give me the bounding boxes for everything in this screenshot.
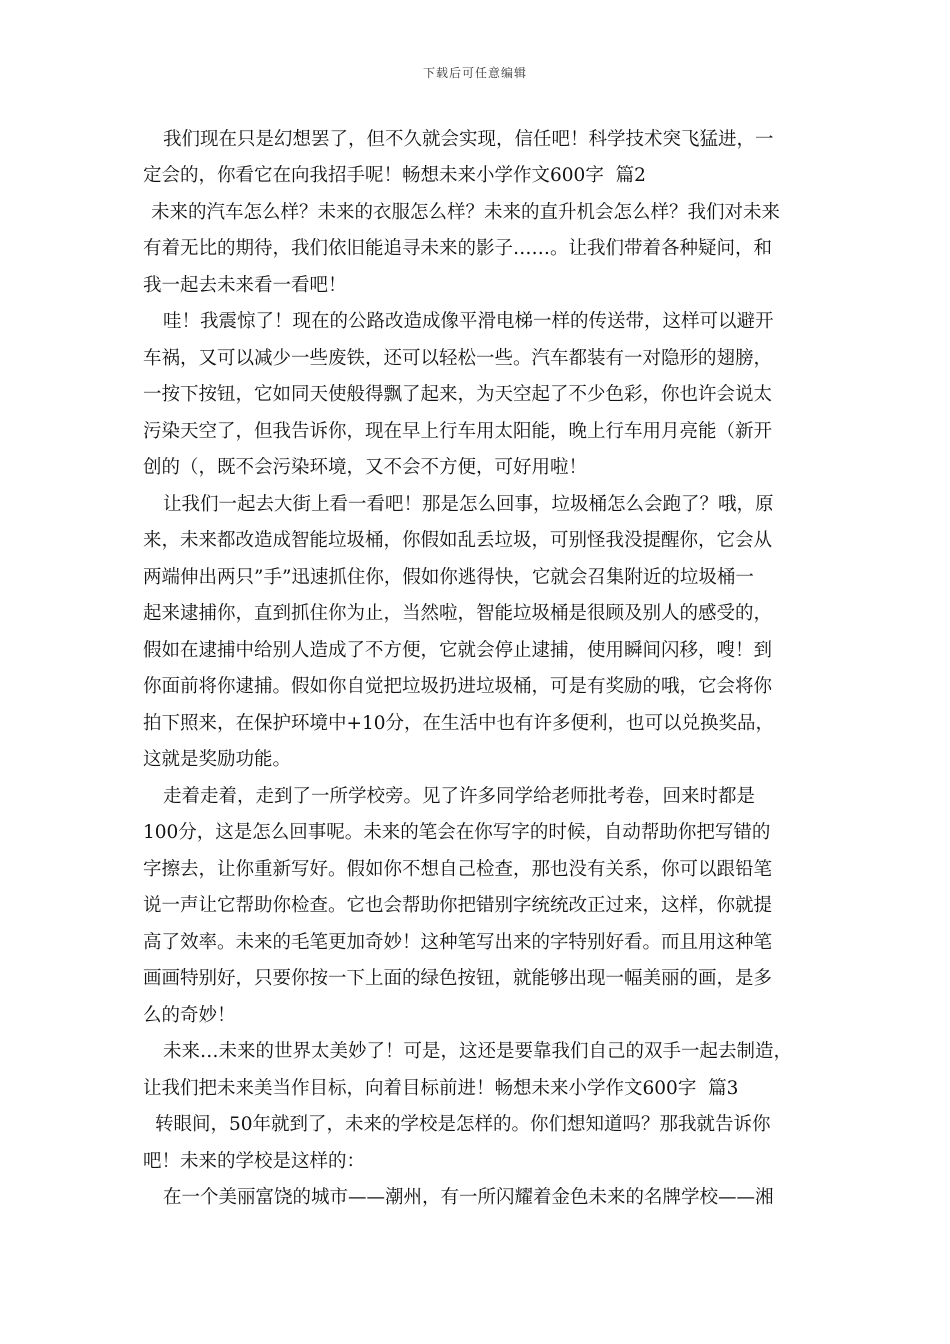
text-line: 污染天空了，但我告诉你，现在早上行车用太阳能，晚上行车用月亮能（新开 [143,421,773,442]
text-line: 哇！我震惊了！现在的公路改造成像平滑电梯一样的传送带，这样可以避开 [163,311,774,332]
text-line: 有着无比的期待，我们依旧能追寻未来的影子……。让我们带着各种疑问，和 [143,238,773,259]
text-line: 高了效率。未来的毛笔更加奇妙！这种笔写出来的字特别好看。而且用这种笔 [143,932,773,953]
text-line: 拍下照来，在保护环境中+10分，在生活中也有许多便利，也可以兑换奖品， [143,713,775,734]
text-line: 在一个美丽富饶的城市——潮州，有一所闪耀着金色未来的名牌学校——湘 [163,1187,774,1208]
page-header: 下载后可任意编辑 [422,66,527,80]
text-line: 来，未来都改造成智能垃圾桶，你假如乱丢垃圾，可别怪我没提醒你，它会从 [143,530,773,551]
text-line: 车祸，又可以减少一些废铁，还可以轻松一些。汽车都装有一对隐形的翅膀， [143,348,773,369]
text-line: 创的（，既不会污染环境，又不会不方便，可好用啦！ [143,457,588,478]
text-line: 吧！未来的学校是这样的： [143,1151,366,1172]
text-line: 让我们一起去大街上看一看吧！那是怎么回事，垃圾桶怎么会跑了？哦，原 [163,494,774,515]
text-line: 定会的，你看它在向我招手呢！畅想未来小学作文600字 篇2 [143,165,646,186]
text-line: 转眼间，50年就到了，未来的学校是怎样的。你们想知道吗？那我就告诉你 [155,1114,771,1135]
text-line: 走着走着，走到了一所学校旁。见了许多同学给老师批考卷，回来时都是 [163,786,756,807]
text-line: 我一起去未来看一看吧！ [143,275,347,296]
text-line: 未来的汽车怎么样？未来的衣服怎么样？未来的直升机会怎么样？我们对未来 [151,202,781,223]
text-line: 100分，这是怎么回事呢。未来的笔会在你写字的时候，自动帮助你把写错的 [143,822,771,843]
text-line: 说一声让它帮助你检查。它也会帮助你把错别字统统改正过来，这样，你就提 [143,895,773,916]
text-line: 画画特别好，只要你按一下上面的绿色按钮，就能够出现一幅美丽的画，是多 [143,968,773,989]
text-line: 你面前将你逮捕。假如你自觉把垃圾扔进垃圾桶，可是有奖励的哦，它会将你 [143,676,773,697]
text-line: 未来…未来的世界太美妙了！可是，这还是要靠我们自己的双手一起去制造， [163,1041,793,1062]
text-line: 起来逮捕你，直到抓住你为止，当然啦，智能垃圾桶是很顾及别人的感受的， [143,603,773,624]
text-line: 字擦去，让你重新写好。假如你不想自己检查，那也没有关系，你可以跟铅笔 [143,859,773,880]
text-line: 让我们把未来美当作目标，向着目标前进！畅想未来小学作文600字 篇3 [143,1078,739,1099]
text-line: 假如在逮捕中给别人造成了不方便，它就会停止逮捕，使用瞬间闪移，嗖！到 [143,640,773,661]
text-line: 这就是奖励功能。 [143,749,292,770]
text-line: 一按下按钮，它如同天使般得飘了起来，为天空起了不少色彩，你也许会说太 [143,384,773,405]
text-line: 两端伸出两只”手”迅速抓住你，假如你逃得快，它就会召集附近的垃圾桶一 [143,567,754,588]
text-line: 我们现在只是幻想罢了，但不久就会实现，信任吧！科学技术突飞猛进，一 [163,129,774,150]
text-line: 么的奇妙！ [143,1005,236,1026]
